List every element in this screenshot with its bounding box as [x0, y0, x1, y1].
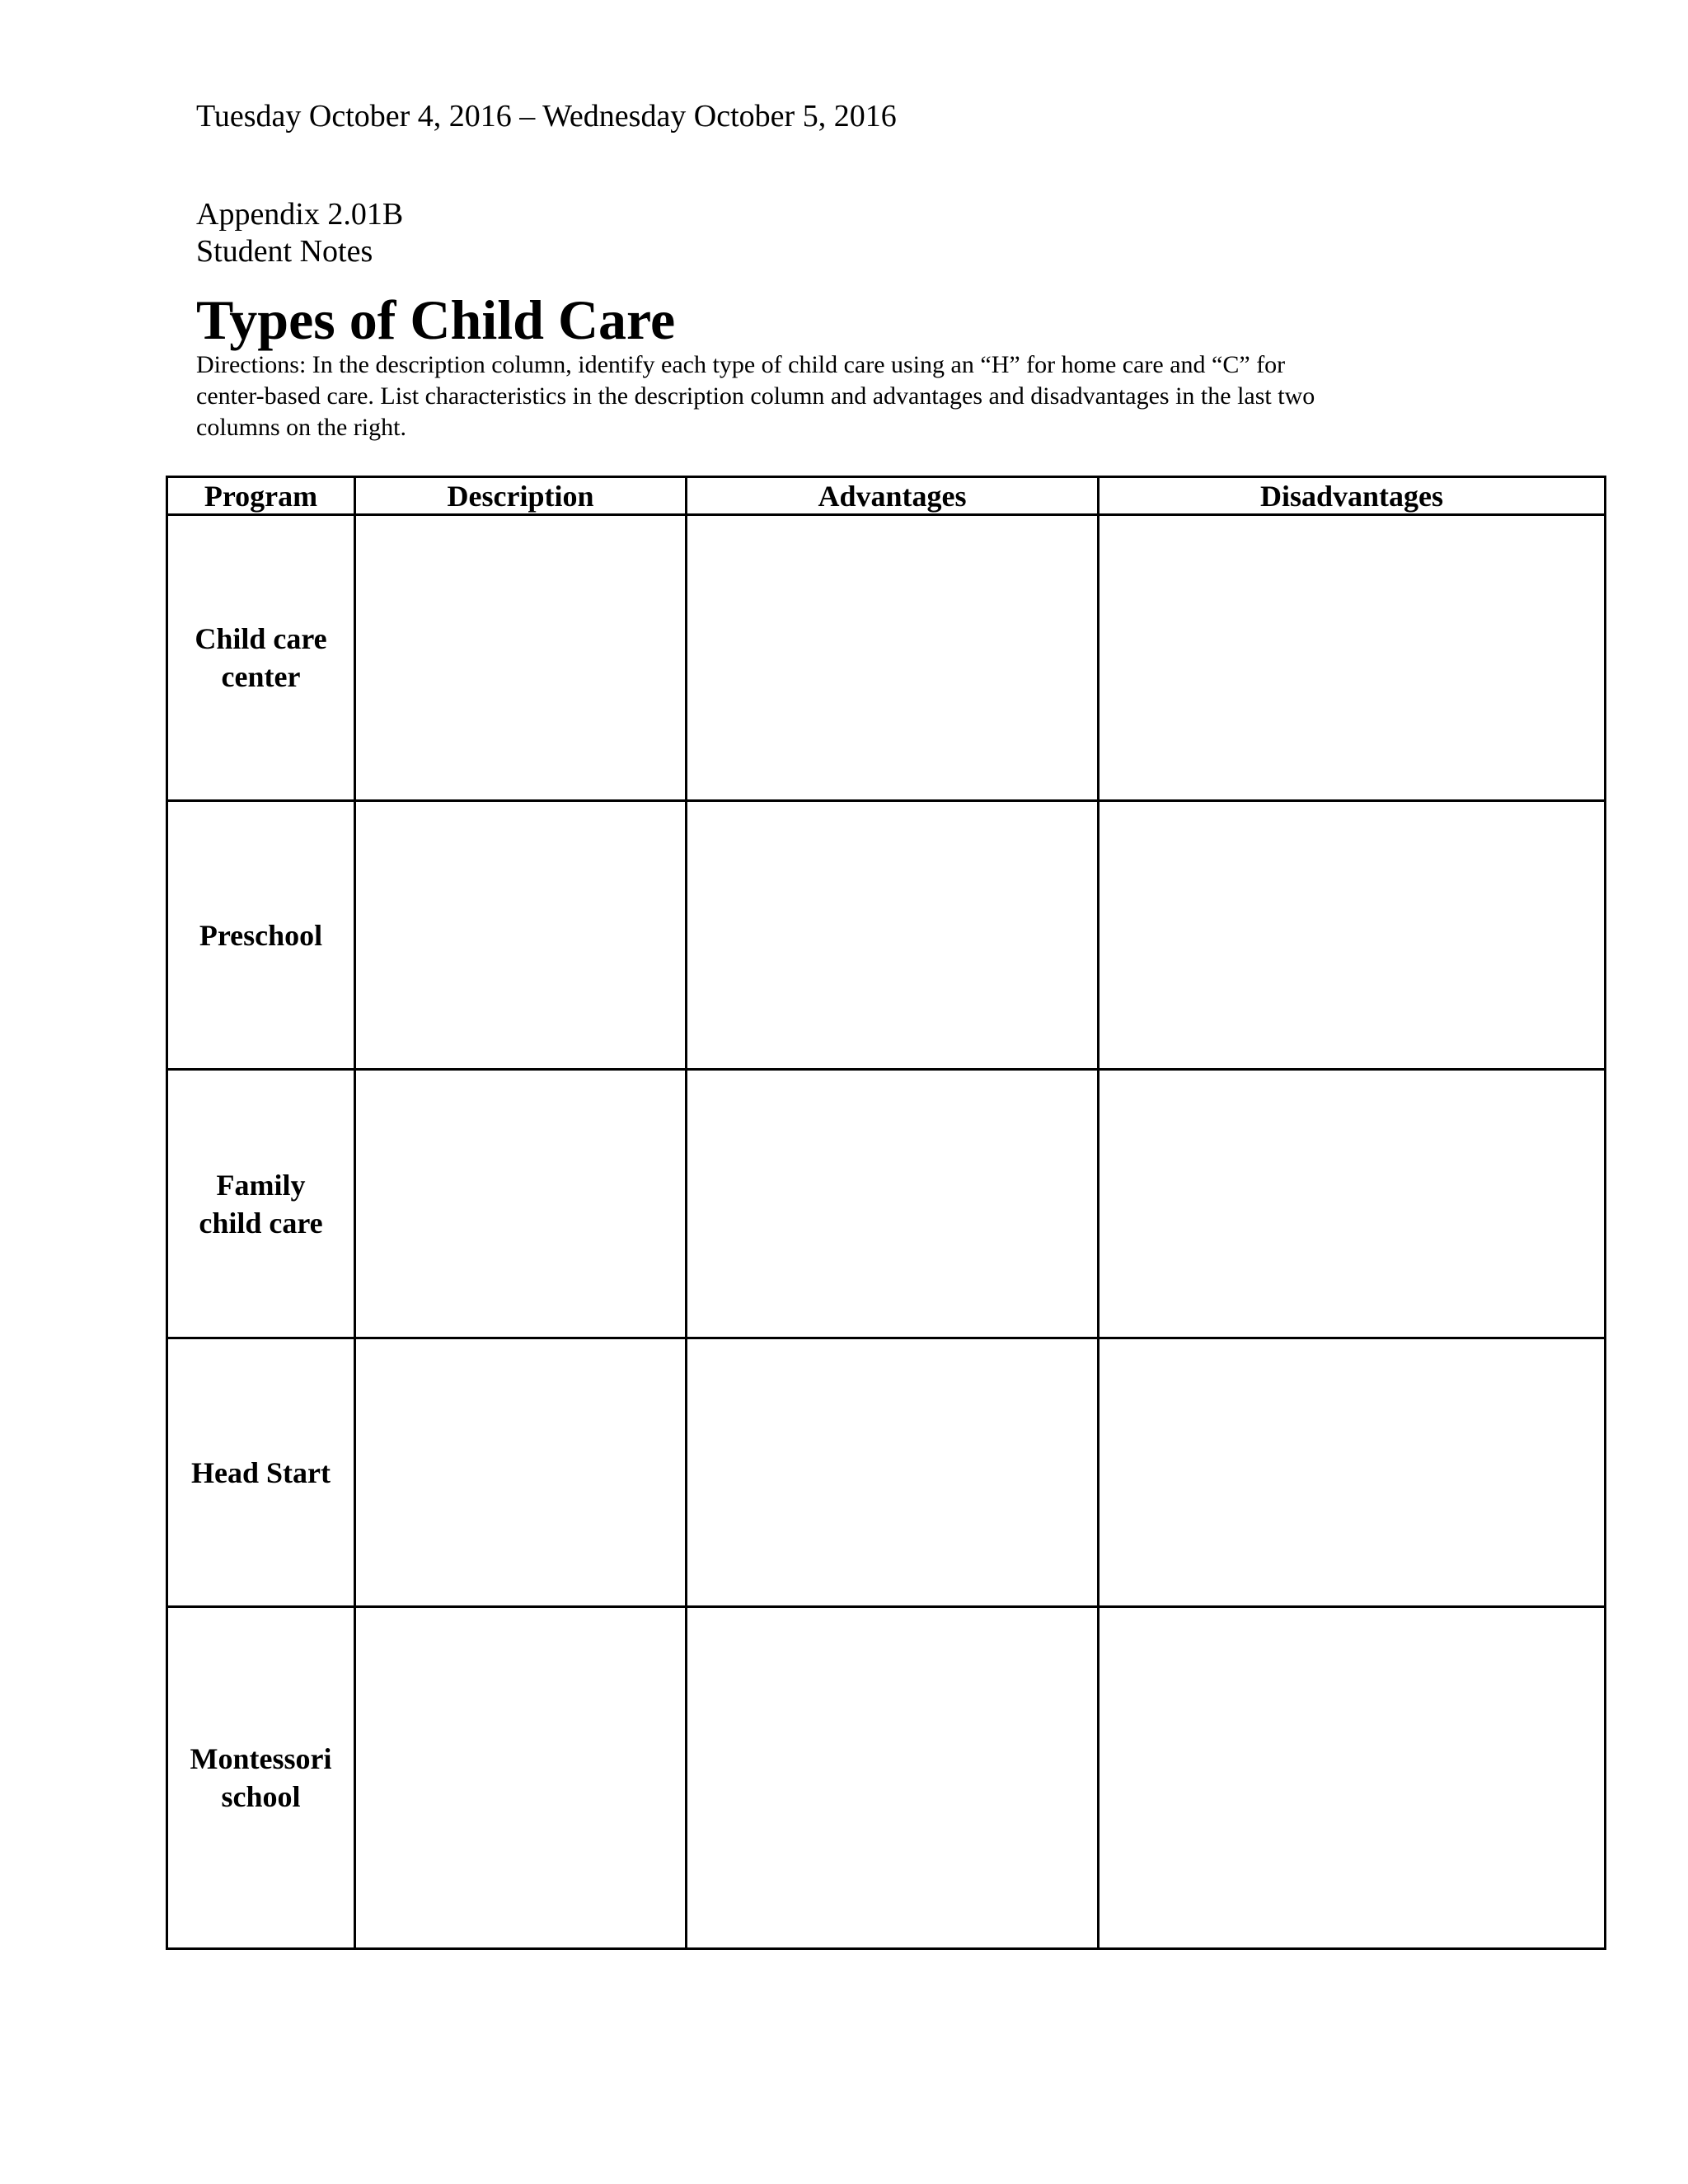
directions-line-3: columns on the right. — [196, 414, 406, 441]
program-name-line: child care — [199, 1206, 323, 1240]
date-range: Tuesday October 4, 2016 – Wednesday October 5, 2016 — [196, 99, 897, 134]
advantages-cell[interactable] — [687, 1338, 1099, 1607]
header-program: Program — [167, 477, 355, 515]
program-name-line: Head Start — [191, 1455, 331, 1489]
student-notes-label: Student Notes — [196, 234, 373, 269]
program-name-line: center — [221, 660, 301, 693]
program-name-line: Montessori — [190, 1742, 332, 1775]
program-name — [167, 801, 355, 1070]
program-name — [167, 1070, 355, 1338]
advantages-cell[interactable] — [687, 1070, 1099, 1338]
disadvantages-cell[interactable] — [1099, 1070, 1606, 1338]
appendix-label: Appendix 2.01B — [196, 197, 404, 232]
description-cell[interactable] — [355, 1338, 687, 1607]
directions-line-2: center-based care. List characteristics in the description column and advantages and disadvantages in the last two — [196, 382, 1315, 410]
header-advantages: Advantages — [687, 477, 1099, 515]
child-care-table — [166, 476, 1606, 1950]
program-name-line: Preschool — [199, 918, 323, 952]
description-cell[interactable] — [355, 1607, 687, 1949]
program-name-line: Child care — [195, 622, 327, 655]
advantages-cell[interactable] — [687, 1607, 1099, 1949]
directions — [196, 349, 1482, 443]
table-row — [167, 1338, 1606, 1607]
table-header-row — [167, 477, 1606, 515]
page-title: Types of Child Care — [196, 288, 676, 351]
program-name-line: Family — [216, 1168, 306, 1202]
table-row — [167, 1070, 1606, 1338]
program-name — [167, 515, 355, 801]
header-disadvantages: Disadvantages — [1099, 477, 1606, 515]
header-description: Description — [355, 477, 687, 515]
table-row — [167, 801, 1606, 1070]
table-row — [167, 1607, 1606, 1949]
disadvantages-cell[interactable] — [1099, 1607, 1606, 1949]
description-cell[interactable] — [355, 515, 687, 801]
disadvantages-cell[interactable] — [1099, 1338, 1606, 1607]
disadvantages-cell[interactable] — [1099, 801, 1606, 1070]
advantages-cell[interactable] — [687, 515, 1099, 801]
disadvantages-cell[interactable] — [1099, 515, 1606, 801]
description-cell[interactable] — [355, 1070, 687, 1338]
table-row — [167, 515, 1606, 801]
program-name-line: school — [221, 1780, 301, 1813]
directions-line-1: Directions: In the description column, identify each type of child care using an “H” for home care and “C” for — [196, 351, 1286, 378]
appendix-block — [196, 196, 403, 270]
program-name — [167, 1607, 355, 1949]
description-cell[interactable] — [355, 801, 687, 1070]
advantages-cell[interactable] — [687, 801, 1099, 1070]
program-name — [167, 1338, 355, 1607]
